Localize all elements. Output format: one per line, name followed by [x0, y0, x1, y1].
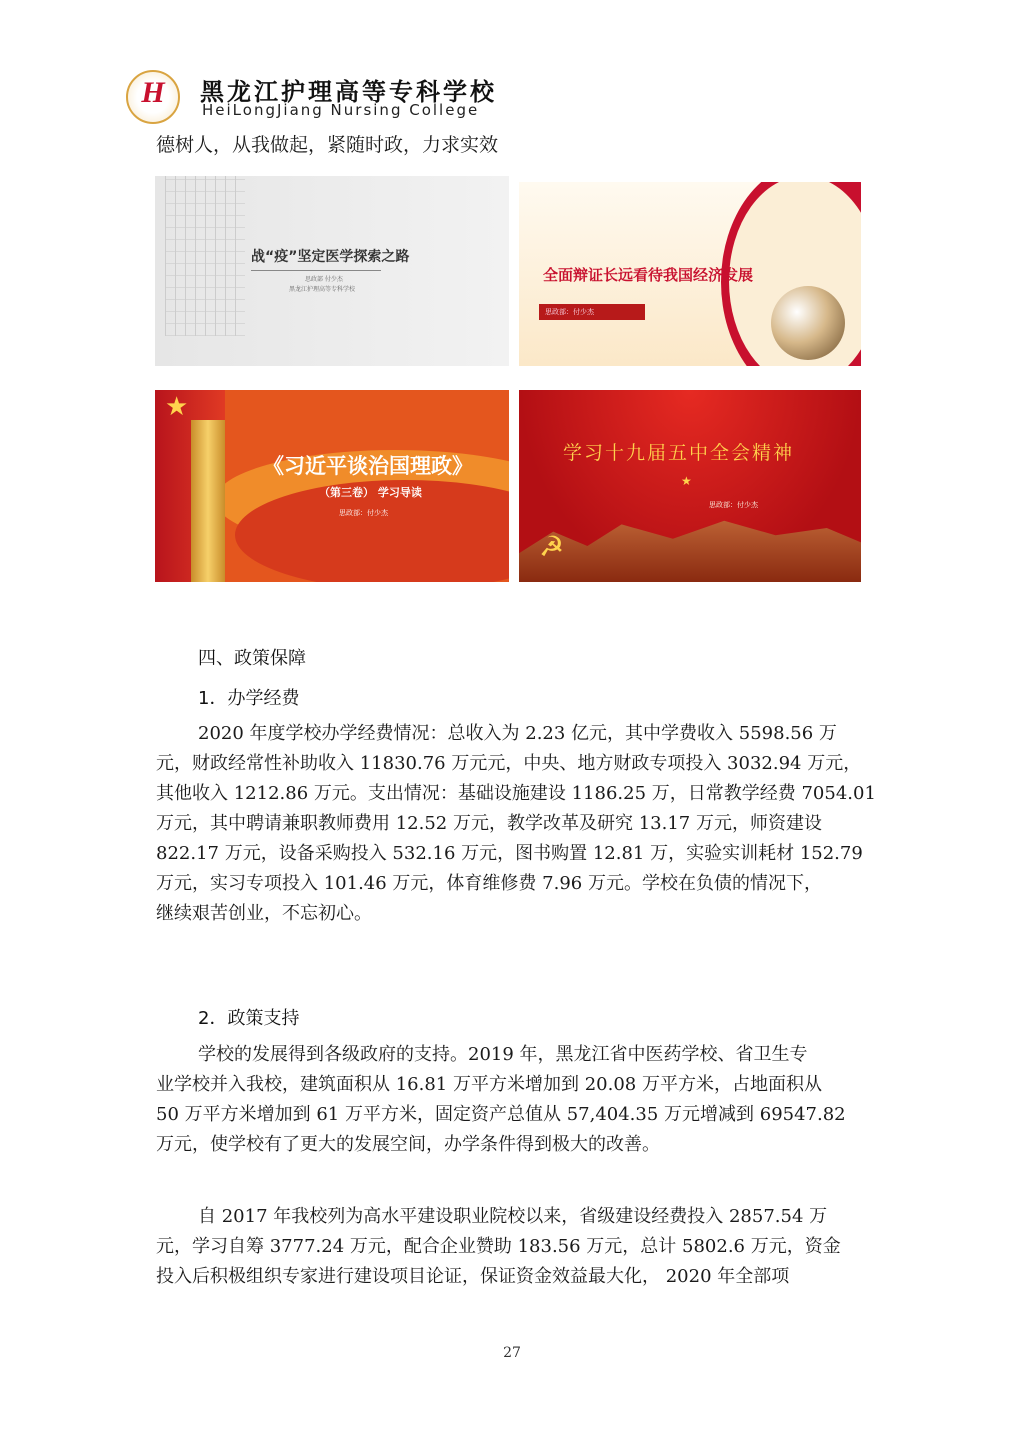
slide-thumbnail-1 — [155, 176, 509, 366]
slide-title: 战“疫”坚定医学探索之路 — [251, 249, 410, 265]
subheading-funding: 1．办学经费 — [198, 688, 300, 709]
line: 2020 年度学校办学经费情况：总收入为 2.23 亿元，其中学费收入 5598.56 万 — [198, 723, 837, 744]
line: 继续艰苦创业，不忘初心。 — [156, 903, 372, 924]
slide-title: 《习近平谈治国理政》 — [263, 454, 473, 478]
dot-pattern — [165, 176, 245, 336]
slide-presenter: 思政部：付少杰 — [539, 304, 645, 320]
school-name-en: HeiLongJiang Nursing College — [202, 101, 480, 119]
slide-thumbnail-3 — [155, 390, 509, 582]
funding-paragraph — [156, 719, 880, 929]
line: 投入后积极组织专家进行建设项目论证，保证资金效益最大化， 2020 年全部项 — [156, 1266, 790, 1287]
slide-org: 黑龙江护理高等专科学校 — [289, 286, 356, 293]
subheading-policy: 2．政策支持 — [198, 1008, 300, 1029]
line: 元，学习自筹 3777.24 万元，配合企业赞助 183.56 万元，总计 5802.6 万元，资金 — [156, 1236, 841, 1257]
crowd-relief — [519, 510, 861, 582]
line: 万元，其中聘请兼职教师费用 12.52 万元，教学改革及研究 13.17 万元，师资建设 — [156, 813, 822, 834]
slide-presenter: 思政部：付少杰 — [339, 509, 388, 517]
policy-paragraph — [156, 1040, 880, 1160]
slide-presenter: 思政部 付少杰 — [305, 276, 343, 283]
page-number: 27 — [503, 1345, 521, 1361]
star-icon: ★ — [681, 474, 692, 488]
line: 学校的发展得到各级政府的支持。2019 年，黑龙江省中医药学校、省卫生专 — [198, 1044, 808, 1065]
slide-title: 全面辩证长远看待我国经济发展 — [543, 266, 754, 284]
title-underline — [251, 270, 381, 271]
slide-subtitle: （第三卷） 学习导读 — [319, 486, 422, 499]
line: 万元，实习专项投入 101.46 万元，体育维修费 7.96 万元。学校在负债的情况下， — [156, 873, 822, 894]
globe-icon — [771, 286, 845, 360]
star-icon: ★ — [165, 392, 189, 422]
line: 万元，使学校有了更大的发展空间，办学条件得到极大的改善。 — [156, 1134, 660, 1155]
line: 元，财政经常性补助收入 11830.76 万元元，中央、地方财政专项投入 3032.94 万元， — [156, 753, 862, 774]
page-header — [126, 70, 546, 122]
slide-presenter: 思政部：付少杰 — [709, 501, 758, 509]
school-name-cn: 黑龙江护理高等专科学校 — [200, 78, 497, 106]
section-heading: 四、政策保障 — [198, 648, 306, 669]
line: 其他收入 1212.86 万元。支出情况：基础设施建设 1186.25 万，日常教学经费 7054.01 — [156, 783, 876, 804]
logo-letter: H — [141, 76, 165, 109]
line: 自 2017 年我校列为高水平建设职业院校以来，省级建设经费投入 2857.54 万 — [198, 1206, 828, 1227]
slide-thumbnail-2 — [519, 182, 861, 366]
huabiao-pillar — [191, 420, 225, 582]
school-logo — [126, 70, 180, 124]
intro-line: 德树人，从我做起，紧随时政，力求实效 — [156, 134, 499, 156]
construction-paragraph — [156, 1202, 880, 1292]
slide-title: 学习十九届五中全会精神 — [563, 442, 795, 464]
slide-thumbnail-4 — [519, 390, 861, 582]
line: 50 万平方米增加到 61 万平方米，固定资产总值从 57,404.35 万元增减到 69547.82 — [156, 1104, 846, 1125]
line: 业学校并入我校，建筑面积从 16.81 万平方米增加到 20.08 万平方米，占地面积从 — [156, 1074, 822, 1095]
line: 822.17 万元，设备采购投入 532.16 万元，图书购置 12.81 万，实验实训耗材 152.79 — [156, 843, 863, 864]
hammer-sickle-icon: ☭ — [539, 530, 565, 563]
